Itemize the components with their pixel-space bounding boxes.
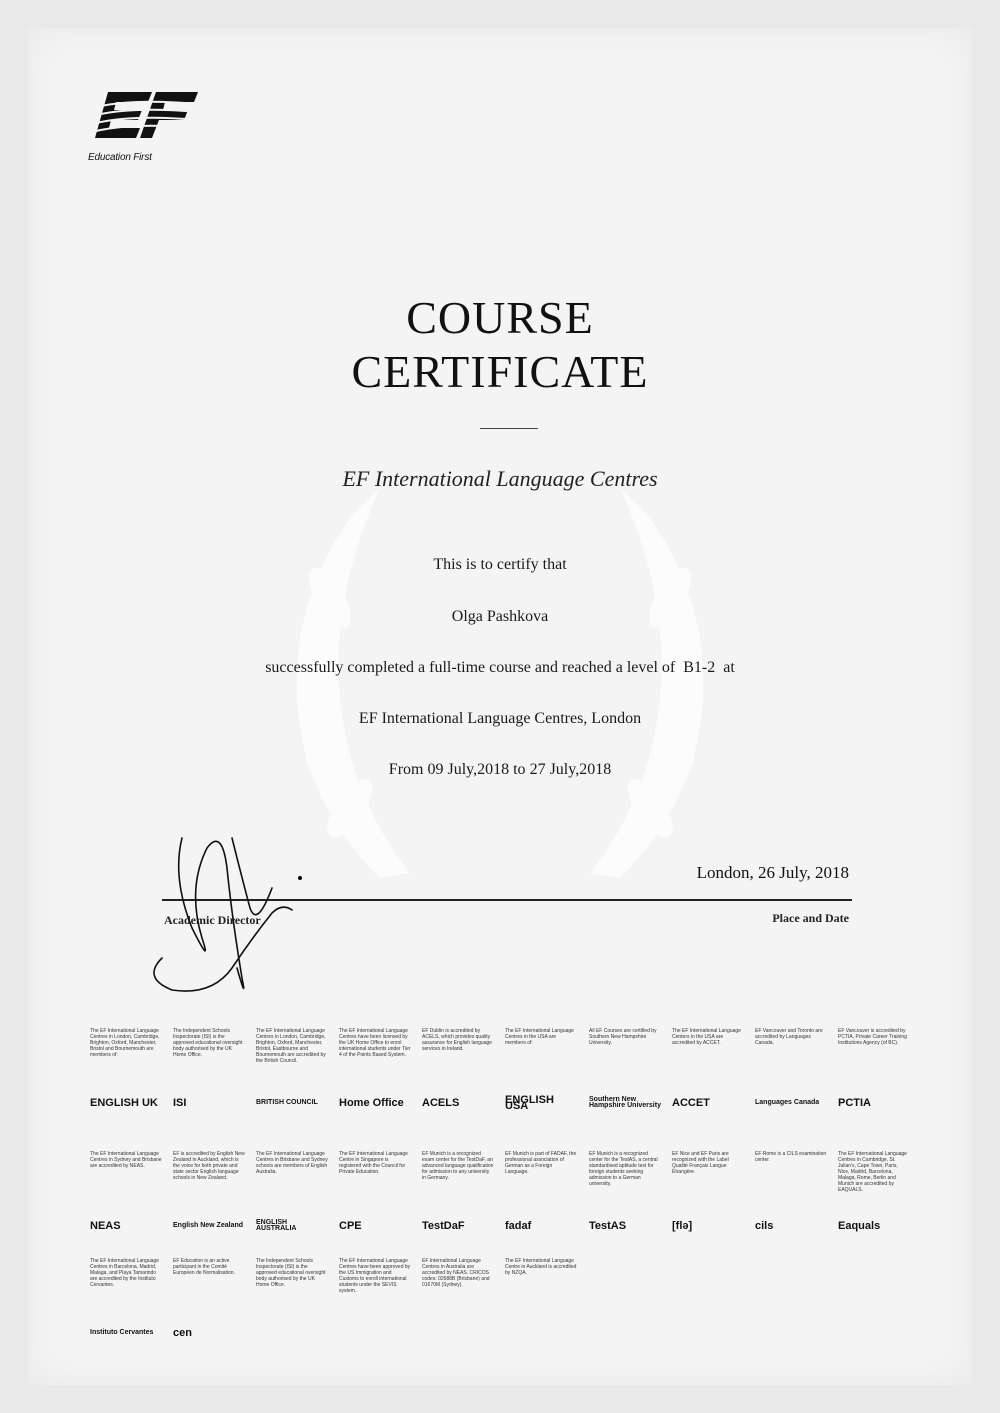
end-date: 27 July,2018 bbox=[529, 761, 612, 778]
accreditation-item bbox=[339, 1028, 411, 1116]
accreditation-item bbox=[589, 1151, 661, 1239]
level-value: B1-2 bbox=[683, 659, 716, 676]
completion-text: successfully completed a full-time course and reached a level of bbox=[265, 659, 676, 676]
accreditation-item bbox=[256, 1258, 328, 1314]
accreditation-text: EF Dublin is accredited by ACELS, which provides quality assurance for English language services in Ireland. bbox=[422, 1028, 493, 1052]
accreditation-item bbox=[422, 1028, 494, 1116]
accreditation-logo: cen bbox=[173, 1327, 192, 1339]
accreditation-item bbox=[422, 1258, 494, 1314]
accreditation-text: EF Munich is a recognized center for the TestAS, a central standardised aptitude test for foreign students seeking admission to a German university. bbox=[589, 1151, 658, 1187]
certificate-title-line1: COURSE bbox=[406, 292, 594, 343]
accreditation-text: EF Munich is a recognized exam center for the TestDaF, an advanced language qualification for admission to any university in Germany. bbox=[422, 1151, 494, 1181]
accreditation-text: All EF Courses are certified by Southern New Hampshire University. bbox=[589, 1028, 657, 1046]
accreditation-logo: Home Office bbox=[339, 1097, 404, 1109]
accreditation-item bbox=[339, 1258, 411, 1314]
accreditation-logo: Languages Canada bbox=[755, 1099, 820, 1106]
accreditation-item bbox=[838, 1151, 910, 1239]
ef-logo-mark bbox=[90, 88, 200, 152]
accreditation-logo: ACELS bbox=[422, 1097, 460, 1109]
accreditation-text: The EF International Language Centres in Sydney and Brisbane are accredited by NEAS. bbox=[90, 1151, 162, 1169]
ef-logo-caption: Education First bbox=[88, 152, 152, 163]
completion-line bbox=[28, 659, 972, 677]
place-and-date-value: London, 26 July, 2018 bbox=[696, 863, 849, 882]
accreditation-logo: Southern New Hampshire University bbox=[589, 1096, 661, 1109]
accreditation-item bbox=[755, 1028, 827, 1116]
start-date: 09 July,2018 bbox=[427, 761, 510, 778]
accreditation-item bbox=[339, 1151, 411, 1239]
accreditation-text: The EF International Language Centres in Barcelona, Madrid, Malaga, and Playa Tamarindo are accredited by the Instituto Cervantes. bbox=[90, 1258, 159, 1288]
certificate-title-line2: CERTIFICATE bbox=[351, 346, 649, 397]
accreditation-item bbox=[422, 1151, 494, 1239]
accreditation-logo: CPE bbox=[339, 1220, 362, 1232]
accreditation-logo: [flə] bbox=[672, 1220, 693, 1232]
certificate-page bbox=[28, 28, 972, 1385]
accreditation-text: The EF International Language Centre in Auckland is accredited by NZQA. bbox=[505, 1258, 577, 1276]
accreditation-item bbox=[173, 1258, 245, 1346]
accreditation-text: EF International Language Centres in Australia are accredited by NEAS. CRICOS codes: 02688B (Brisbane) and 01670M (Sydney). bbox=[422, 1258, 490, 1288]
accreditation-text: The Independent Schools Inspectorate (ISI) is the approved educational oversight body authorised by the UK Home Office. bbox=[173, 1028, 243, 1058]
certificate-subtitle: EF International Language Centres bbox=[342, 466, 658, 491]
signatory-role: Academic Director bbox=[164, 913, 261, 927]
from-word: From bbox=[388, 761, 424, 778]
student-name: Olga Pashkova bbox=[451, 608, 549, 625]
accreditation-logo: NEAS bbox=[90, 1220, 121, 1232]
accreditation-logo: ACCET bbox=[672, 1097, 710, 1109]
accreditation-text: The EF International Language Centers in the USA are accredited by ACCET. bbox=[672, 1028, 741, 1046]
accreditation-logo: ENGLISH USA bbox=[505, 1094, 554, 1112]
accreditation-text: The EF International Language Centres in Brisbane and Sydney schools are members of English Australia. bbox=[256, 1151, 328, 1175]
accreditation-item bbox=[589, 1028, 661, 1116]
accreditation-text: EF Nice and EF Paris are recognized with the Label Qualité Français Langue Étrangère. bbox=[672, 1151, 729, 1175]
accreditation-item bbox=[672, 1028, 744, 1116]
accreditation-text: The EF International Language Centres in London, Cambridge, Brighton, Oxford, Manchester, Bristol and Bournemouth are members of: bbox=[90, 1028, 160, 1058]
laurel-wreath-watermark bbox=[260, 478, 740, 898]
to-word: to bbox=[513, 761, 526, 778]
accreditation-item bbox=[173, 1151, 245, 1239]
accreditation-logo: ISI bbox=[173, 1097, 187, 1109]
date-range-line bbox=[28, 761, 972, 779]
school-name: EF International Language Centres, London bbox=[358, 710, 642, 727]
place-and-date-label: Place and Date bbox=[772, 911, 849, 925]
accreditation-item bbox=[505, 1151, 577, 1239]
accreditation-item bbox=[505, 1028, 577, 1116]
accreditation-text: EF Vancouver and Toronto are accredited by Languages Canada. bbox=[755, 1028, 823, 1046]
accreditation-item bbox=[90, 1028, 162, 1116]
certify-text: This is to certify that bbox=[433, 556, 567, 573]
accreditation-text: EF Education is an active participant in the Comité Européen de Normalisation. bbox=[173, 1258, 235, 1276]
accreditation-text: The EF International Language Centre in Singapore is registered with the Council for Private Education. bbox=[339, 1151, 408, 1175]
accreditation-text: EF Rome is a CILS examination center. bbox=[755, 1151, 827, 1163]
accreditation-logo: English New Zealand bbox=[173, 1222, 244, 1229]
accreditation-text: The EF International Language Centres in London, Cambridge, Brighton, Oxford, Manchester, Bristol, Eastbourne and Bournemouth are accredited by the British Council. bbox=[256, 1028, 326, 1064]
accreditation-text: EF is accredited by English New Zealand in Auckland, which is the voice for both private and state sector English language schools in New Zealand. bbox=[173, 1151, 245, 1181]
accreditation-text: The Independent Schools Inspectorate (ISI) is the approved educational oversight body authorised by the UK Home Office. bbox=[256, 1258, 326, 1288]
handwritten-signature bbox=[132, 818, 332, 1008]
accreditation-item bbox=[256, 1151, 328, 1239]
accreditation-item bbox=[173, 1028, 245, 1116]
accreditation-logo: PCTIA bbox=[838, 1097, 871, 1109]
accreditation-logo: Eaquals bbox=[838, 1220, 881, 1232]
accreditation-item bbox=[755, 1151, 827, 1239]
accreditation-item bbox=[505, 1258, 577, 1314]
accreditation-logo: TestDaF bbox=[422, 1220, 465, 1232]
accreditation-text: EF Munich is part of FADAF, the professional association of German as a Foreign Language. bbox=[505, 1151, 577, 1175]
accreditation-logo: TestAS bbox=[589, 1220, 627, 1232]
accreditation-text: The EF International Language Centres have been licensed by the UK Home Office to enrol international students under Tier 4 of the Points Based System. bbox=[339, 1028, 411, 1058]
accreditation-logo: ENGLISH AUSTRALIA bbox=[256, 1219, 297, 1232]
accreditation-item bbox=[672, 1151, 744, 1239]
accreditation-text: EF Vancouver is accredited by PCTIA, Private Career Training Institutions Agency (of BC). bbox=[838, 1028, 907, 1046]
accreditation-item bbox=[90, 1258, 162, 1346]
accreditation-logo: BRITISH COUNCIL bbox=[256, 1099, 318, 1106]
title-divider bbox=[480, 428, 538, 429]
accreditation-logo: ENGLISH UK bbox=[90, 1097, 158, 1109]
accreditation-item bbox=[838, 1028, 910, 1116]
accreditation-item bbox=[256, 1028, 328, 1116]
at-word: at bbox=[723, 659, 735, 676]
accreditation-text: The EF International Language Centres in Cambridge, St. Julian's, Cape Town, Paris, Nice, Madrid, Barcelona, Malaga, Rome, Berlin and Munich are accredited by EAQUALS. bbox=[838, 1151, 907, 1193]
accreditation-text: The EF International Language Centres in the USA are members of: bbox=[505, 1028, 574, 1046]
accreditation-text: The EF International Language Centres have been approved by the US Immigration and Customs to enroll international students under the SEVIS system. bbox=[339, 1258, 411, 1294]
accreditation-logo: fadaf bbox=[505, 1220, 532, 1232]
accreditation-logo: cils bbox=[755, 1220, 774, 1232]
accreditation-logo: Instituto Cervantes bbox=[90, 1329, 154, 1336]
accreditation-item bbox=[90, 1151, 162, 1239]
